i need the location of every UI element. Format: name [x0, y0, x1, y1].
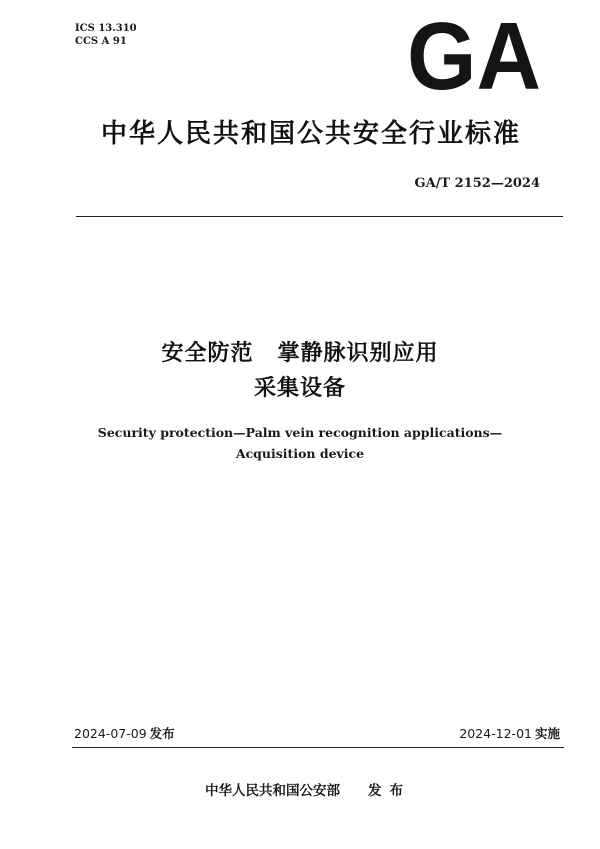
bottom-divider: [72, 747, 564, 748]
ministry-name: 中华人民共和国公安部: [205, 783, 340, 799]
standard-number: GA/T 2152—2024: [414, 176, 540, 191]
title-cn-part1: 安全防范: [161, 341, 254, 366]
publish-date: [74, 724, 175, 742]
implement-date-value: 2024-12-01: [459, 726, 532, 741]
ga-logo: [406, 18, 542, 92]
publish-date-value: 2024-07-09: [74, 726, 147, 741]
issuing-authority: [0, 779, 600, 799]
ccs-code: CCS A 91: [75, 36, 127, 47]
title-cn-line1: [0, 336, 600, 367]
top-divider: [76, 216, 563, 217]
title-en-line2: Acquisition device: [235, 446, 365, 461]
implement-date: [459, 724, 560, 742]
ga-logo-text: GA: [407, 18, 541, 92]
release-label: 发布: [368, 783, 411, 799]
classification-codes: [75, 22, 137, 48]
publish-label: 发布: [149, 726, 175, 741]
issuer-title: 中华人民共和国公共安全行业标准: [100, 119, 521, 149]
ics-code: ICS 13.310: [75, 23, 137, 34]
title-cn-line2: 采集设备: [253, 376, 346, 401]
title-cn-part2: 掌静脉识别应用: [277, 341, 439, 366]
title-en-line1: Security protection—Palm vein recognition applications—: [97, 425, 503, 440]
implement-label: 实施: [534, 726, 560, 741]
